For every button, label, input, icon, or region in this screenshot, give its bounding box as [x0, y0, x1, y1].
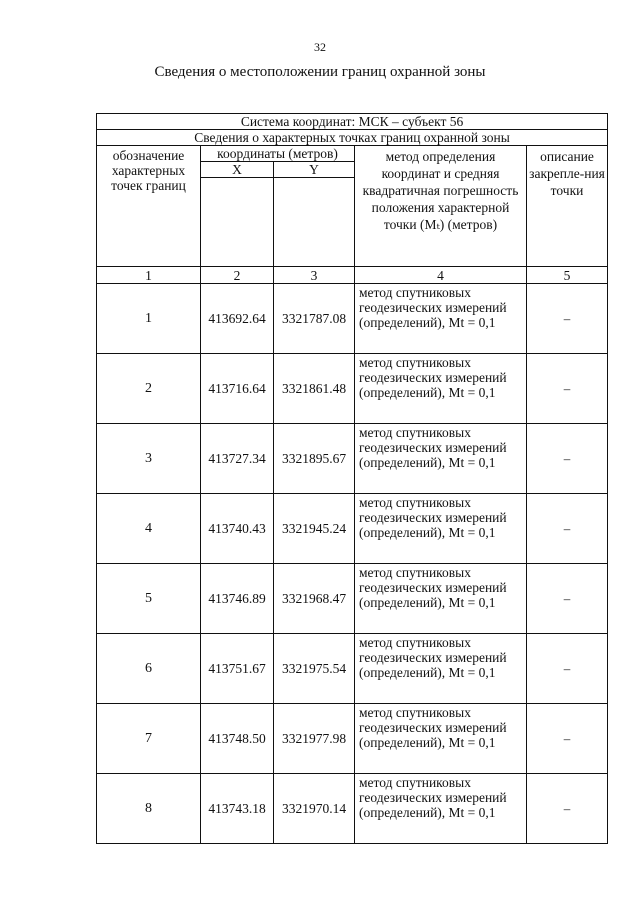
method-description: метод спутниковых геодезических измерений (определений), Mt = 0,1 — [355, 634, 527, 704]
point-number: 7 — [97, 704, 201, 774]
table-row — [97, 634, 608, 704]
x-coordinate: 413727.34 — [201, 424, 274, 494]
header-description: описание закрепле-ния точки — [527, 146, 608, 267]
point-number: 2 — [97, 354, 201, 424]
y-coordinate: 3321968.47 — [274, 564, 355, 634]
point-number: 4 — [97, 494, 201, 564]
header-x: X — [201, 162, 274, 178]
x-coordinate: 413746.89 — [201, 564, 274, 634]
table-row — [97, 774, 608, 844]
point-number: 8 — [97, 774, 201, 844]
column-header-row — [97, 146, 608, 162]
page-number: 32 — [314, 40, 326, 54]
column-number: 5 — [527, 267, 608, 284]
table-row — [97, 704, 608, 774]
x-coordinate: 413692.64 — [201, 284, 274, 354]
fixing-description: – — [527, 284, 608, 354]
y-coordinate: 3321977.98 — [274, 704, 355, 774]
y-coordinate: 3321945.24 — [274, 494, 355, 564]
x-coordinate: 413751.67 — [201, 634, 274, 704]
fixing-description: – — [527, 424, 608, 494]
header-y-blank — [274, 178, 355, 267]
point-number: 6 — [97, 634, 201, 704]
table-row — [97, 284, 608, 354]
y-coordinate: 3321895.67 — [274, 424, 355, 494]
fixing-description: – — [527, 354, 608, 424]
header-designation: обозначение характерных точек границ — [97, 146, 201, 267]
fixing-description: – — [527, 774, 608, 844]
x-coordinate: 413716.64 — [201, 354, 274, 424]
header-y: Y — [274, 162, 355, 178]
column-number: 4 — [355, 267, 527, 284]
document-title: Сведения о местоположении границ охранной зоны — [154, 64, 486, 80]
header-coordinates: координаты (метров) — [201, 146, 355, 162]
header-method: метод определения координат и средняя квадратичная погрешность положения характерной точки (Mₜ) (метров) — [355, 146, 527, 267]
x-coordinate: 413748.50 — [201, 704, 274, 774]
y-coordinate: 3321975.54 — [274, 634, 355, 704]
fixing-description: – — [527, 494, 608, 564]
method-description: метод спутниковых геодезических измерений (определений), Mt = 0,1 — [355, 564, 527, 634]
point-number: 3 — [97, 424, 201, 494]
fixing-description: – — [527, 704, 608, 774]
point-number: 5 — [97, 564, 201, 634]
method-description: метод спутниковых геодезических измерений (определений), Mt = 0,1 — [355, 774, 527, 844]
column-number: 1 — [97, 267, 201, 284]
points-header-row — [97, 130, 608, 146]
y-coordinate: 3321861.48 — [274, 354, 355, 424]
boundary-points-table — [96, 113, 608, 844]
column-number: 2 — [201, 267, 274, 284]
table-row — [97, 564, 608, 634]
method-description: метод спутниковых геодезических измерений (определений), Mt = 0,1 — [355, 284, 527, 354]
column-number: 3 — [274, 267, 355, 284]
fixing-description: – — [527, 564, 608, 634]
coordinate-system-row — [97, 114, 608, 130]
column-number-row — [97, 267, 608, 284]
y-coordinate: 3321787.08 — [274, 284, 355, 354]
points-header-label: Сведения о характерных точках границ охранной зоны — [97, 130, 608, 146]
method-description: метод спутниковых геодезических измерений (определений), Mt = 0,1 — [355, 354, 527, 424]
point-number: 1 — [97, 284, 201, 354]
table-row — [97, 494, 608, 564]
header-x-blank — [201, 178, 274, 267]
method-description: метод спутниковых геодезических измерений (определений), Mt = 0,1 — [355, 494, 527, 564]
table-row — [97, 424, 608, 494]
table-row — [97, 354, 608, 424]
coordinate-system-label: Система координат: МСК – субъект 56 — [97, 114, 608, 130]
method-description: метод спутниковых геодезических измерений (определений), Mt = 0,1 — [355, 704, 527, 774]
x-coordinate: 413740.43 — [201, 494, 274, 564]
x-coordinate: 413743.18 — [201, 774, 274, 844]
fixing-description: – — [527, 634, 608, 704]
method-description: метод спутниковых геодезических измерений (определений), Mt = 0,1 — [355, 424, 527, 494]
y-coordinate: 3321970.14 — [274, 774, 355, 844]
